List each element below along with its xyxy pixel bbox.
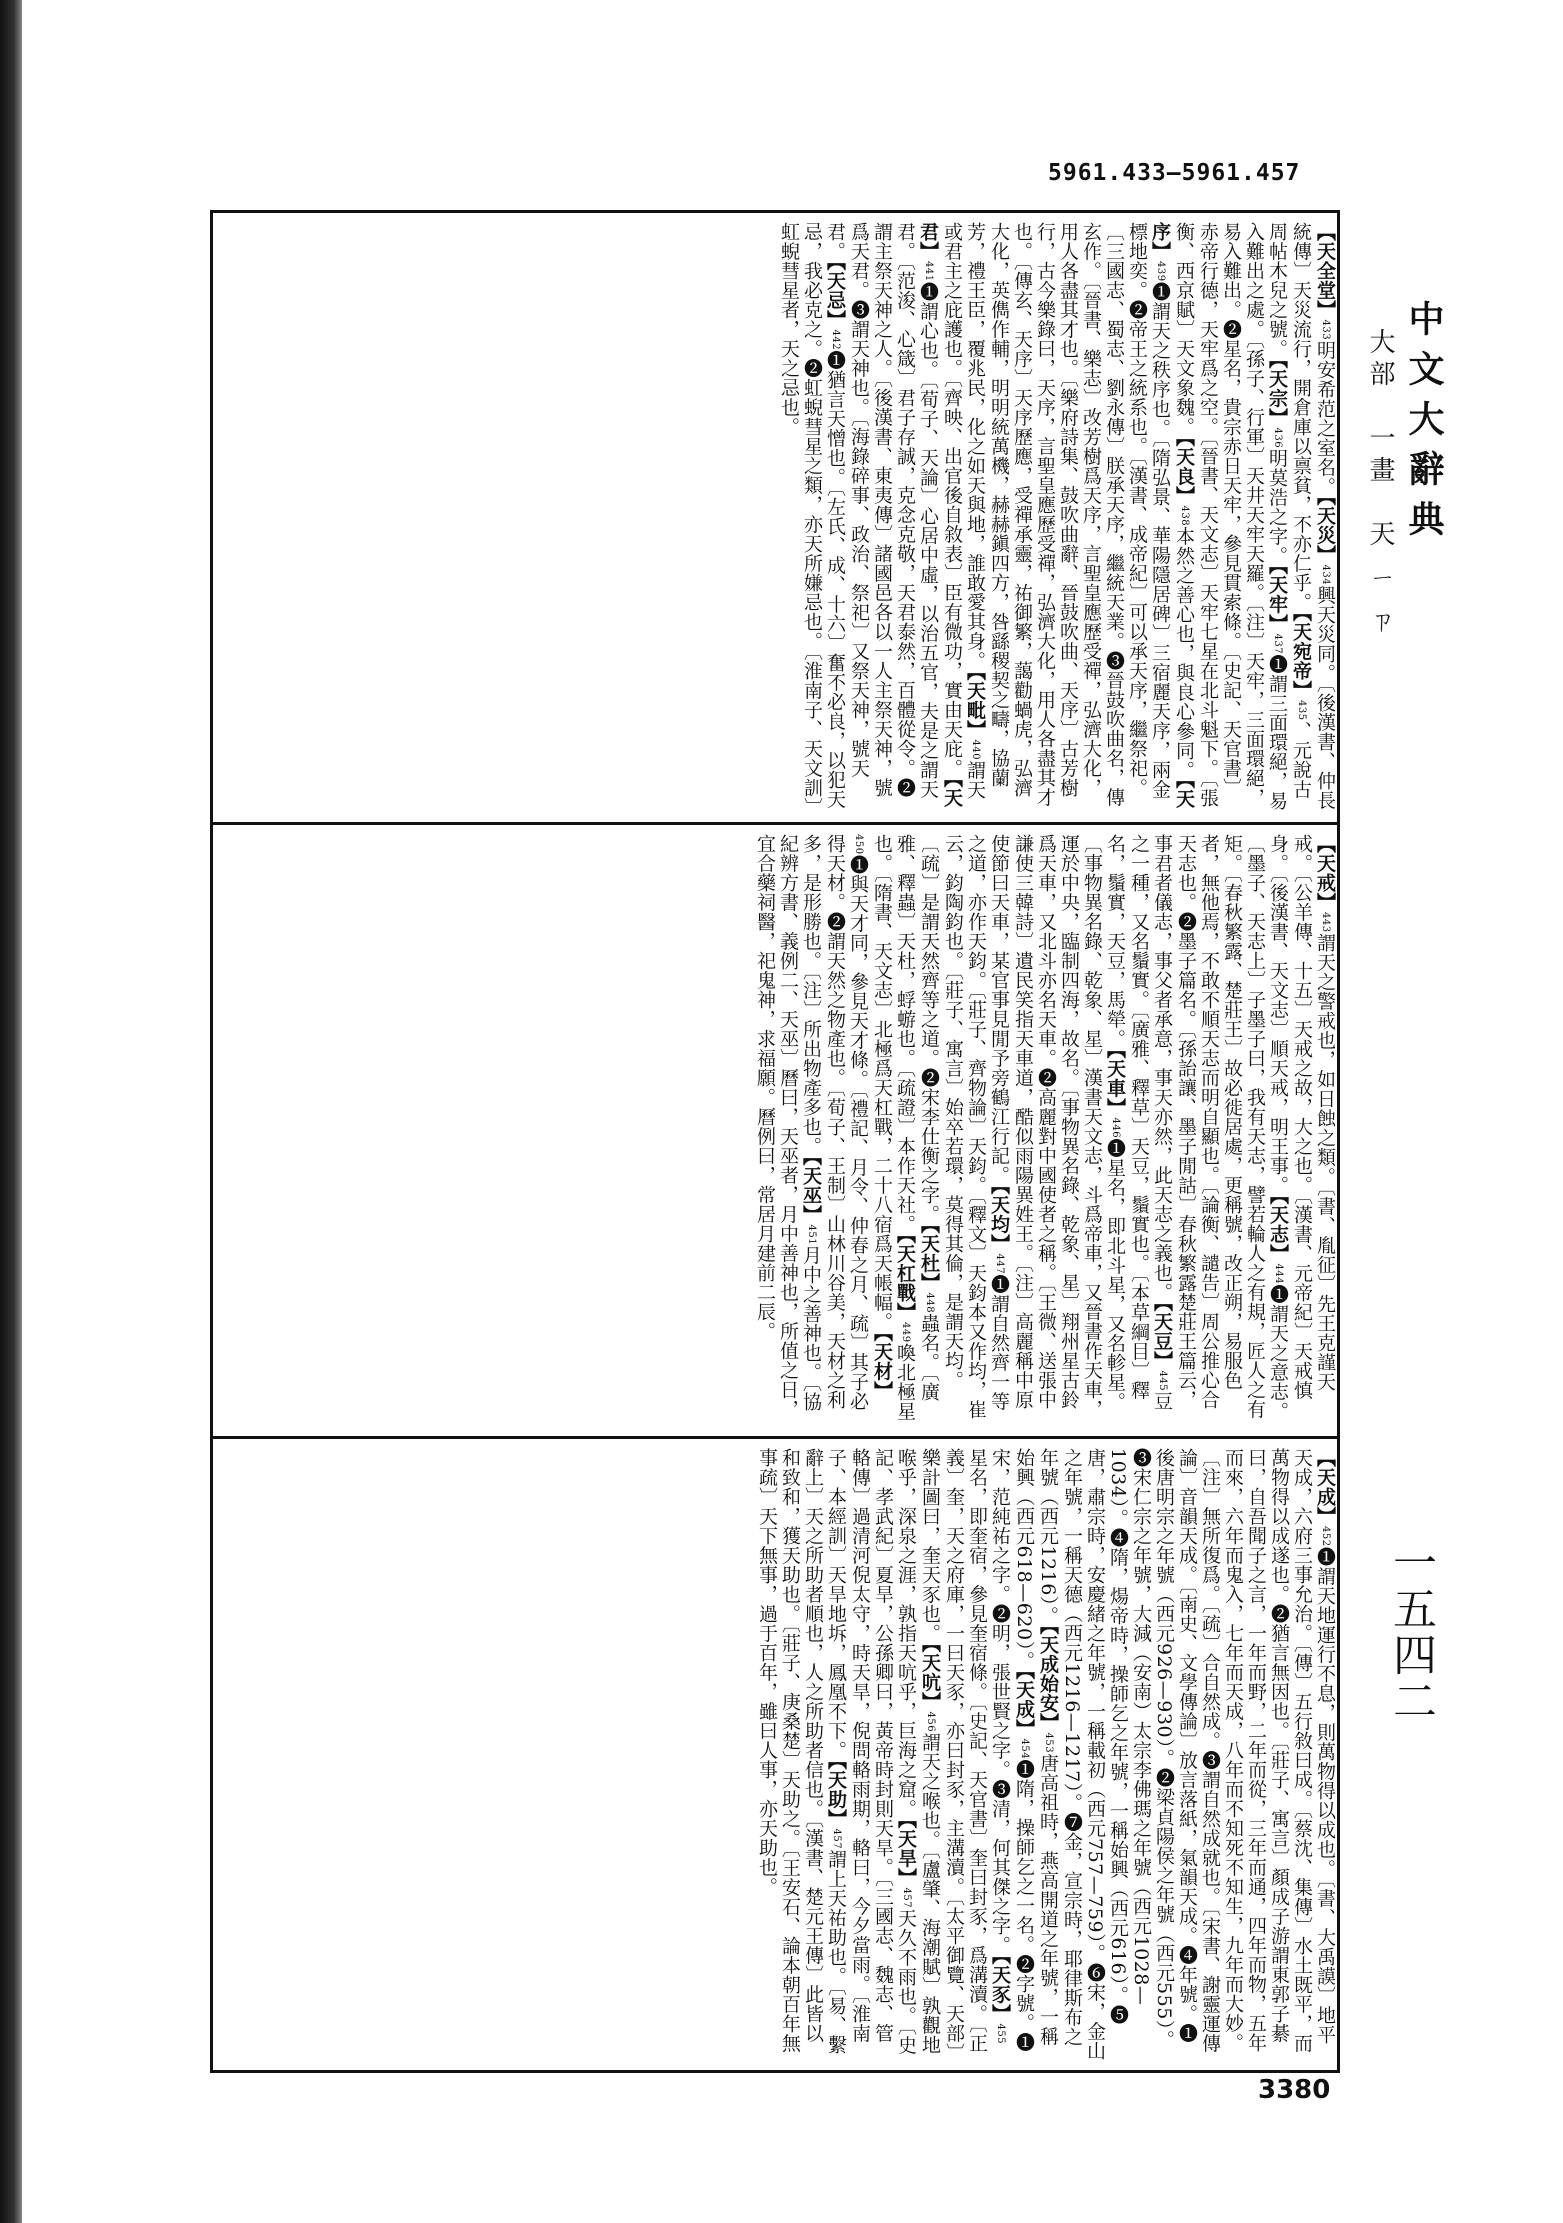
dictionary-entry [964, 222, 1195, 809]
entry-definition: 本然之善心也，與良心參同。 [1173, 525, 1195, 780]
entry-headword: 【天序】 [1149, 222, 1195, 809]
entry-definition: ❶謂心也。〔荀子、天論〕心居中虛，以治五官，夫是之謂天君。〔范浚、心箴〕君子存誠，克念克敬，天君泰然，百體從令。❷謂主祭天神之人。〔後漢書、東夷傳〕諸國邑各以一人主祭天神，號爲天君。❸謂天神也。〔海錄碎事、政治、祭祀〕又祭天神，號天君。 [824, 222, 939, 799]
entry-number: 455 [995, 2023, 1006, 2045]
side-header [1365, 300, 1450, 1100]
entry-number: 448 [924, 1292, 935, 1314]
entry-number: 435 [1296, 700, 1307, 721]
entry-definition: ❶隋，操師乞之一名。❷字號。❶宋，范純祐之字。❷明，張世賢之字。❸清，何其傑之字。 [989, 1448, 1035, 2052]
page-number: 3380 [1258, 2075, 1331, 2105]
entry-number: 437 [1272, 633, 1283, 654]
entry-headword: 【天牢】 [1266, 564, 1288, 634]
entry-definition: 天久不雨也。〔史記、孝武紀〕夏旱，公孫卿曰，黃帝時封則天旱。〔三國志、魏志、管輅傳〕過清河倪太守，時天旱，倪問輅雨期，輅曰，今夕當雨。〔淮南子、本經訓〕天旱地坼，鳳凰不下。 [825, 1448, 917, 2055]
divider-rule-2 [210, 1436, 1340, 1439]
entry-number: 457 [901, 1887, 912, 1908]
entry-definition: ❶謂天之秩序也。〔隋弘景、華陽隱居碑〕三宿麗天序，兩金標地奕。❷帝王之統系也。〔漢書、成帝紀〕可以承天序，繼祭祀。〔三國志、蜀志、劉永傳〕朕承天序，繼統天業。❸晉鼓吹曲名，傳玄作。〔晉書、樂志〕改芳樹爲天序，言聖皇應歷受禪，弘濟大化，用人各盡其才也。〔樂府詩集、鼓吹曲辭、晉鼓吹曲、天序〕古芳樹行，古今樂錄曰，天序，言聖皇應歷受禪，弘濟大化，用人各盡其才也。〔傳玄、天序〕天序歷應，受禪承靈，祐御繁，藹勸蝸虎，弘濟大化，英儁作輔，明明統萬機，赫赫鎭四方，咎繇稷契之疇，協蘭芳，禮王臣，覆兆民，化之如天與地，誰敢愛其身。 [964, 222, 1171, 807]
entry-headword: 【天志】 [1267, 1195, 1289, 1264]
entry-band-bottom [213, 1448, 1337, 2062]
entry-definition: 謂天之喉也。〔盧肇、海潮賦〕孰觀地喉乎，深泉之涯，孰指天吭乎，巨海之窟。 [895, 1448, 941, 2055]
entry-number: 436 [1272, 427, 1283, 448]
entry-definition: 豆之一種，又名鬚實。〔廣雅、釋草〕天豆，鬚實也。〔本草綱目〕釋名，鬚實，天豆，馬犖。 [1104, 834, 1173, 1411]
entry-definition: 唐高祖時，燕高開道之年號，一稱始興（西元618—620）。 [1013, 1448, 1059, 2046]
entry-definition: 星名，即奎宿，參見奎宿條。〔史記、天官書〕奎曰封豕，爲溝瀆。〔正義〕奎，天之府庫，一曰天豕，亦曰封豕，主溝瀆。〔太平御覽、天部〕樂計圖曰，奎天豕也。 [919, 1448, 988, 2053]
dictionary-entry [1173, 437, 1195, 780]
entry-band-middle [213, 834, 1337, 1428]
entry-number: 451 [806, 1224, 817, 1246]
top-rule [210, 210, 1340, 213]
entry-number: 449 [900, 1322, 911, 1343]
entry-number: 456 [925, 1711, 936, 1733]
dictionary-entry [1266, 359, 1288, 565]
dictionary-title: 中文大辭典 [1403, 300, 1445, 550]
entry-headword: 【天杠戰】 [894, 1234, 916, 1322]
entry-code-range: 5961.433—5961.457 [1048, 160, 1301, 186]
entry-headword: 【天車】 [1104, 1048, 1126, 1117]
entry-number: 438 [1179, 505, 1190, 526]
entry-number: 452 [1320, 1526, 1331, 1547]
entry-definition: 蟲名。〔廣雅、釋蟲〕天杜，蜉蝣也。〔疏證〕本作天社。 [894, 834, 940, 1402]
entry-number: 433 [1320, 319, 1331, 341]
entry-headword: 【天成始安】 [1037, 1625, 1059, 1733]
entry-band-top [213, 222, 1337, 814]
entry-definition: 興天災同。〔後漢書、仲長統傳〕天災流行，開倉庫以禀貧，不亦仁乎。 [1290, 222, 1336, 810]
entry-number: 445 [1157, 1370, 1168, 1392]
entry-headword: 【天豕】 [989, 1955, 1011, 2024]
entry-number: 443 [1320, 912, 1331, 933]
entry-headword: 【天杜】 [918, 1224, 940, 1293]
entry-headword: 【天巫】 [800, 1156, 822, 1225]
entry-number: 439 [1155, 261, 1166, 282]
entry-definition: 喚北極星也。〔隋書、天文志〕北極爲天杠戰，二十八宿爲天帳幅。 [871, 834, 916, 1421]
entry-number: 450 [853, 834, 864, 855]
entry-definition: ❶謂三面環絕，易入難出之處。〔孫子、行軍〕天井天牢天羅。〔注〕天牢，三面環絕，易入難出。❷星名，貴宗赤日天牢，參見貫索條。〔史記、天官書〕赤帝行德，天牢爲之空。〔晉書、天文志〕天牢七星在北斗魁下。〔張衡、西京賦〕天文象魏。 [1173, 222, 1288, 810]
entry-number: 453 [1043, 1732, 1054, 1754]
entry-headword: 【天吭】 [919, 1643, 941, 1712]
dictionary-entry [778, 222, 846, 809]
entry-definition: 謂天之警戒也，如日蝕之類。〔書、胤征〕先王克謹天戒。〔公羊傳、十五〕天戒之故，大之也。〔漢書、元帝紀〕天戒慎身。〔後漢書、天文志〕順天戒，明王事。 [1267, 834, 1336, 1400]
entry-definition: 明莫浩之字。 [1266, 447, 1288, 565]
entry-headword: 【天宛帝】 [1290, 612, 1312, 700]
bottom-rule [210, 2070, 1340, 2073]
entry-headword: 【天均】 [988, 1185, 1010, 1254]
entry-number: 440 [970, 739, 981, 760]
section-label: 大部 一畫 天 ㄧ ㄗ [1365, 328, 1395, 640]
entry-number: 457 [831, 1828, 842, 1850]
dictionary-entry [1314, 222, 1336, 496]
entry-headword: 【天忌】 [824, 261, 846, 330]
entry-headword: 【天成】 [1314, 1448, 1336, 1526]
entry-headword: 【天旱】 [895, 1818, 917, 1887]
entry-headword: 【天全堂】 [1314, 222, 1336, 320]
entry-headword: 【天災】 [1314, 496, 1336, 565]
entry-headword: 【天君】 [917, 222, 963, 808]
entry-definition: 謂天或君主之庇護也。〔齊映、出官後自敘表〕臣有微功，實由天庇。 [941, 222, 986, 799]
entry-definition: 、元說古周帖木兒之號。 [1266, 222, 1312, 799]
entry-definition: ❶猶言天憎也。〔左氏、成、十六〕奮不必良，以犯天忌，我必克之。❷虹蜺彗星之類，亦天所嫌忌也。〔淮南子、天文訓〕虹蜺彗星者，天之忌也。 [778, 222, 846, 809]
entry-headword: 【天助】 [825, 1760, 847, 1829]
entry-headword: 【天宗】 [1266, 358, 1288, 427]
entry-headword: 【天毗】 [964, 670, 986, 739]
entry-headword: 【天戒】 [1314, 834, 1336, 912]
entry-definition: 明安希范之室名。 [1314, 340, 1336, 497]
entry-definition: ❶謂天地運行不息，則萬物得以成也。〔書、大禹謨〕地平天成，六府三事允治。〔傳〕五行敘曰成。〔蔡沈、集傳〕水土既平，而萬物得以成遂也。❷猶言無因也。〔莊子、寓言〕顏成子游謂東郭子綦曰，自吾聞子之言，一年而野，二年而從，三年而通，四年而物，五年而來，六年而鬼入，七年而天成，八年而不知死不知生，九年而大妙。〔注〕無所復爲。〔疏〕合自然成。❸謂自然成就也。〔宋書、謝靈運傳論〕音韻天成。〔南史、文學傳論〕放言落紙，氣韻天成。❹年號。❶後唐明宗之年號（西元926—930）。❷梁貞陽侯之年號（西元555）。❸宋仁宗之年號，大減（安南）太宗李佛瑪之年號（西元1028—1034）。❹隋，煬帝時，操師乞之年號，一稱始興（西元616）。❺唐，肅宗時，安慶緒之年號，一稱載初（西元757—759）。❻宋，金山之年號，一稱天德（西元1216—1217）。❼金，宣宗時，耶律斯布之年號（西元1216）。 [1037, 1448, 1336, 2061]
entry-definition: 謂上天祐助也。〔易、繫辭上〕天之所助者順也，人之所助者信也。〔漢書、楚元王傳〕此皆以和致和，獲天助也。〔莊子、庚桑楚〕天助之。〔王安石、論本朝百年無事疏〕天下無事，過于百年，雖曰人事，亦天助也。 [756, 1448, 847, 2055]
entry-definition: 月中之善神也。〔協紀辨方書、義例二、天巫〕曆曰，天巫者，月中善神也，所值之日，宜合藥祠醫，祀鬼神，求福願。曆例曰，常居月建前二辰。 [754, 834, 822, 1419]
entry-number: 447 [994, 1253, 1005, 1275]
entry-number: 444 [1273, 1263, 1284, 1285]
entry-headword: 【天材】 [871, 1331, 893, 1400]
entry-number: 454 [1019, 1738, 1030, 1760]
entry-number: 434 [1320, 564, 1331, 586]
entry-number: 442 [830, 329, 841, 351]
dictionary-entry [1037, 1448, 1336, 2060]
divider-rule-1 [210, 822, 1340, 825]
entry-headword: 【天成】 [1013, 1670, 1035, 1739]
chinese-page-number: 一五四二 [1385, 1540, 1436, 1724]
entry-headword: 【天良】 [1173, 436, 1195, 505]
entry-headword: 【天豆】 [1151, 1302, 1173, 1371]
entry-definition: ❶謂自然齊一等之道，亦作天鈞。〔莊子、齊物論〕天鈞。〔釋文〕天鈞本又作均，崔云，鈞陶鈞也。〔莊子、寓言〕始卒若環，莫得其倫，是謂天均。〔疏〕是謂天然齊等之道。❷宋李仕衡之字。 [918, 834, 1010, 1420]
entry-number: 441 [923, 261, 934, 282]
entry-definition: ❶與天才同，參見天才條。〔禮記、月令、仲春之月、疏〕其子必得天材。❷謂天然之物產也。〔荀子、王制〕山林川谷美，天材之利多，是形勝也。〔注〕所出物產多也。 [800, 834, 869, 1411]
entry-number: 446 [1110, 1117, 1121, 1138]
entry-definition: ❶星名，即北斗星，又名軫星。〔事物異名錄、乾象、星〕漢書天文志，斗爲帝車，又晉書作天車，運於中央，臨制四海，故名。〔事物異名錄、乾象、星〕翔州星古鈴爲天車，又北斗亦名天車。❷高麗對中國使者之稱。〔王微、送張中謙使三韓詩〕遺民笑指天車道，酷似雨陽異姓王。〔注〕高麗稱中原使節曰天車，某官事見閒予旁鶴江行記。 [988, 834, 1126, 1419]
entry-definition: ❶謂天之意志。〔墨子、天志上〕子墨子曰，我有天志，譬若輪人之有規，匠人之有矩。〔春秋繁露、楚莊王〕故必徙居處，更稱號，改正朔，易服色者，無他焉，不敢不順天志而明自顯也。〔論衡、譴告〕周公推心合天志也。❷墨子篇名。〔孫詒讓、墨子閒詁〕春秋繁露楚莊王篇云，事君者儀志，事父者承意，事天亦然，此天志之義也。 [1151, 834, 1289, 1421]
binding-edge [0, 0, 22, 2223]
